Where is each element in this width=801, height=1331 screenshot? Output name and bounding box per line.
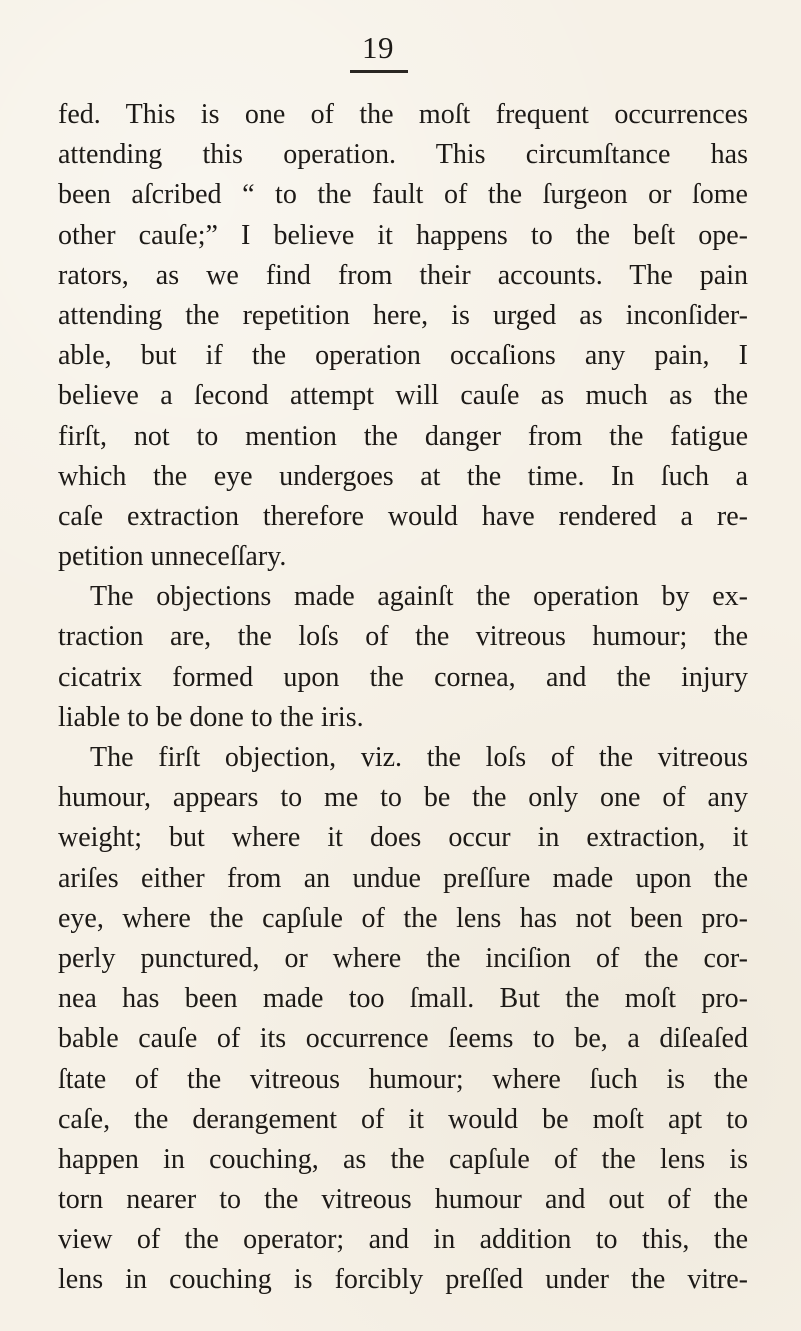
text-line-24: bable cauſe of its occurrence ſeems to be, a diſeaſed	[58, 1023, 748, 1055]
text-line-30: lens in couching is forcibly preſſed under the vitre-	[58, 1264, 748, 1296]
page-number-rule	[350, 70, 408, 73]
text-line-5: rators, as we find from their accounts. The pain	[58, 259, 748, 291]
text-line-20: ariſes either from an undue preſſure made upon the	[58, 862, 748, 894]
text-line-16: liable to be done to the iris.	[58, 701, 364, 733]
text-line-10: which the eye undergoes at the time. In ſuch a	[58, 460, 748, 492]
text-line-2: attending this operation. This circumſtance has	[58, 139, 748, 171]
text-line-27: happen in couching, as the capſule of the lens is	[58, 1143, 748, 1175]
text-line-17: The firſt objection, viz. the loſs of the vitreous	[90, 742, 748, 773]
text-line-8: believe a ſecond attempt will cauſe as much as the	[58, 380, 748, 412]
text-line-18: humour, appears to me to be the only one of any	[58, 782, 748, 814]
text-line-14: traction are, the loſs of the vitreous humour; the	[58, 621, 748, 653]
page-number: 19	[362, 30, 394, 65]
text-line-4: other cauſe;” I believe it happens to the beſt ope-	[58, 219, 748, 251]
text-line-22: perly punctured, or where the inciſion of the cor-	[58, 942, 748, 974]
text-line-1: fed. This is one of the moſt frequent occurrences	[58, 99, 748, 130]
text-line-29: view of the operator; and in addition to this, the	[58, 1224, 748, 1256]
text-line-25: ſtate of the vitreous humour; where ſuch is the	[58, 1063, 748, 1095]
text-line-9: firſt, not to mention the danger from the fatigue	[58, 420, 748, 452]
body-text	[58, 95, 748, 1301]
text-line-13: The objections made againſt the operation by ex-	[90, 581, 748, 613]
text-line-6: attending the repetition here, is urged as inconſider-	[58, 299, 748, 331]
text-line-3: been aſcribed “ to the fault of the ſurgeon or ſome	[58, 179, 748, 211]
text-line-7: able, but if the operation occaſions any pain, I	[58, 340, 748, 372]
text-line-21: eye, where the capſule of the lens has not been pro-	[58, 902, 748, 934]
text-line-28: torn nearer to the vitreous humour and out of the	[58, 1184, 748, 1216]
text-line-15: cicatrix formed upon the cornea, and the injury	[58, 661, 748, 693]
text-line-19: weight; but where it does occur in extraction, it	[58, 822, 748, 854]
text-line-23: nea has been made too ſmall. But the moſt pro-	[58, 983, 748, 1015]
text-line-26: caſe, the derangement of it would be moſt apt to	[58, 1103, 748, 1135]
text-line-11: caſe extraction therefore would have rendered a re-	[58, 500, 748, 532]
text-line-12: petition unneceſſary.	[58, 541, 287, 573]
